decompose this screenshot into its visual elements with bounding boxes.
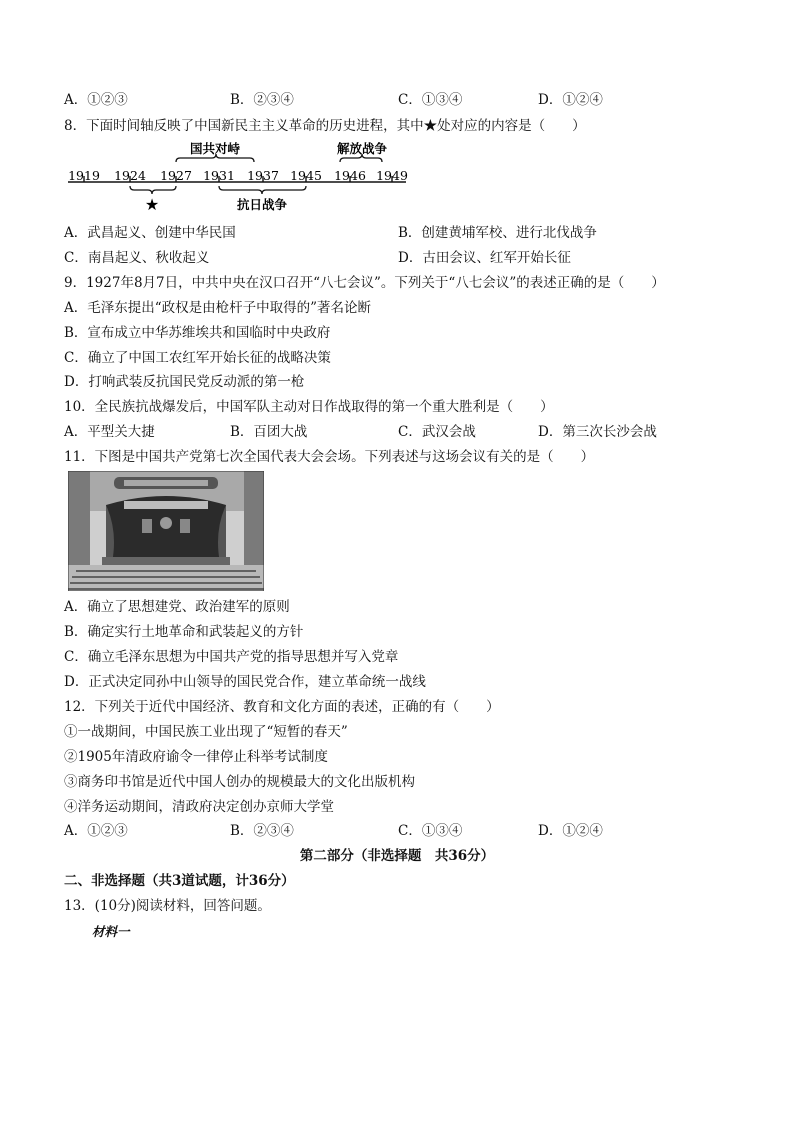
part2-title: 第二部分（非选择题 共36分） [299,848,495,864]
q7-option-a: A．①②③ [64,92,128,108]
material-one-label: 材料一 [92,924,130,939]
q12-option-a: A．①②③ [64,823,128,839]
q8-option-a: A．武昌起义、创建中华民国 [64,225,236,241]
q12-option-d: D．①②④ [538,823,603,839]
q12-statement-1: ①一战期间，中国民族工业出现了“短暂的春天” [64,724,348,740]
q11-stem: 11．下图是中国共产党第七次全国代表大会会场。下列表述与这场会议有关的是（ ） [64,449,595,465]
label-guogong: 国共对峙 [189,141,241,156]
q11-option-b: B．确定实行土地革命和武装起义的方针 [64,624,304,640]
q9-option-d: D．打响武装反抗国民党反动派的第一枪 [64,374,305,390]
q12-statement-4: ④洋务运动期间，清政府决定创办京师大学堂 [64,799,334,815]
q12-statement-2: ②1905年清政府谕令一律停止科举考试制度 [64,749,328,765]
year-1924: 1924 [114,168,146,183]
year-1927: 1927 [160,168,192,183]
q10-option-d: D．第三次长沙会战 [538,424,657,440]
q12-statement-3: ③商务印书馆是近代中国人创办的规模最大的文化出版机构 [64,774,415,790]
bracket-star [130,186,176,194]
label-kangri: 抗日战争 [236,197,288,212]
q8-option-b: B．创建黄埔军校、进行北伐战争 [398,225,597,241]
q8-timeline [64,140,424,218]
part2-section-heading: 二、非选择题（共3道试题，计36分） [64,873,295,889]
q9-option-a: A．毛泽东提出“政权是由枪杆子中取得的”著名论断 [64,300,372,316]
q9-stem: 9．1927年8月7日，中共中央在汉口召开“八七会议”。下列关于“八七会议”的表述正确的是（ ） [64,275,665,291]
q11-option-c: C．确立毛泽东思想为中国共产党的指导思想并写入党章 [64,649,399,665]
q9-option-c: C．确立了中国工农红军开始长征的战略决策 [64,350,331,366]
q10-stem: 10．全民族抗战爆发后，中国军队主动对日作战取得的第一个重大胜利是（ ） [64,399,554,415]
q11-option-d: D．正式决定同孙中山领导的国民党合作，建立革命统一战线 [64,674,426,690]
q11-option-a: A．确立了思想建党、政治建军的原则 [64,599,290,615]
year-1931: 1931 [203,168,235,183]
congress-hall-photo [68,471,264,591]
q12-option-c: C．①③④ [398,823,463,839]
year-1919: 1919 [68,168,100,183]
label-jiefang: 解放战争 [336,141,388,156]
q8-option-c: C．南昌起义、秋收起义 [64,250,210,266]
bracket-kangri [219,186,306,194]
q7-option-d: D．①②④ [538,92,603,108]
year-1945: 1945 [290,168,322,183]
q13-stem: 13．(10分)阅读材料，回答问题。 [64,898,271,914]
q10-option-b: B．百团大战 [230,424,308,440]
q10-option-a: A．平型关大捷 [64,424,155,440]
year-1937: 1937 [247,168,279,183]
year-1949: 1949 [376,168,408,183]
q9-option-b: B．宣布成立中华苏维埃共和国临时中央政府 [64,325,331,341]
q7-option-c: C．①③④ [398,92,463,108]
year-1946: 1946 [334,168,366,183]
q12-stem: 12．下列关于近代中国经济、教育和文化方面的表述，正确的有（ ） [64,699,500,715]
q7-option-b: B．②③④ [230,92,294,108]
q8-stem: 8．下面时间轴反映了中国新民主主义革命的历史进程，其中★处对应的内容是（ ） [64,118,586,134]
q8-option-d: D．古田会议、红军开始长征 [398,250,571,266]
q12-option-b: B．②③④ [230,823,294,839]
q10-option-c: C．武汉会战 [398,424,476,440]
star-icon: ★ [144,195,160,214]
